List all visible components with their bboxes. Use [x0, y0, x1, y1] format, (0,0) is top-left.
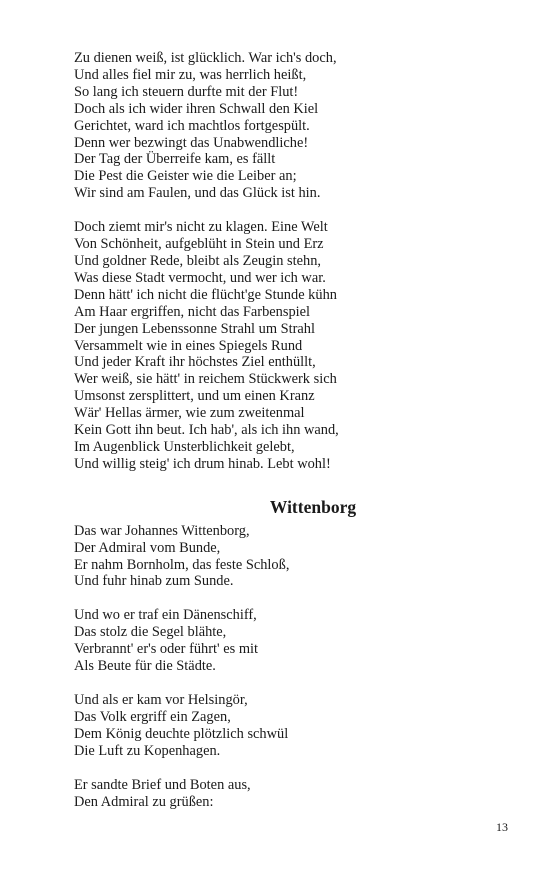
verse-line: Doch ziemt mir's nicht zu klagen. Eine Welt: [74, 219, 328, 236]
verse-line: Denn wer bezwingt das Unabwendliche!: [74, 134, 309, 151]
verse-line: Als Beute für die Städte.: [74, 658, 216, 675]
verse-line: Wir sind am Faulen, und das Glück ist hin.: [74, 185, 321, 202]
verse-line: Und als er kam vor Helsingör,: [74, 692, 248, 708]
verse-line: Kein Gott ihn beut. Ich hab', als ich ihn wand,: [74, 422, 339, 439]
stanza: [74, 219, 514, 473]
stanza: [74, 523, 514, 591]
poem-wittenborg: [74, 523, 514, 811]
verse-line: Der Tag der Überreife kam, es fällt: [74, 151, 276, 168]
verse-line: Und alles fiel mir zu, was herrlich heißt,: [74, 66, 307, 83]
poem-title: Wittenborg: [269, 496, 357, 517]
verse-line: Die Pest die Geister wie die Leiber an;: [74, 168, 297, 185]
stanza: [74, 777, 514, 811]
verse-line: Die Luft zu Kopenhagen.: [74, 742, 221, 759]
page-body: [74, 50, 514, 810]
verse-line: Das Volk ergriff ein Zagen,: [74, 708, 231, 725]
stanza: [74, 692, 514, 760]
verse-line: Der jungen Lebenssonne Strahl um Strahl: [74, 320, 315, 337]
verse-line: Und willig steig' ich drum hinab. Lebt wohl!: [74, 455, 331, 472]
verse-line: Von Schönheit, aufgeblüht in Stein und Erz: [74, 236, 324, 253]
verse-line: Im Augenblick Unsterblichkeit gelebt,: [74, 438, 295, 455]
verse-line: Und jeder Kraft ihr höchstes Ziel enthüllt,: [74, 354, 316, 371]
verse-line: Umsonst zersplittert, und um einen Kranz: [74, 388, 315, 405]
verse-line: Gerichtet, ward ich machtlos fortgespült.: [74, 117, 310, 134]
verse-line: Er sandte Brief und Boten aus,: [74, 776, 251, 793]
verse-line: Zu dienen weiß, ist glücklich. War ich's doch,: [74, 50, 337, 66]
verse-line: So lang ich steuern durfte mit der Flut!: [74, 83, 299, 100]
verse-line: Und wo er traf ein Dänenschiff,: [74, 607, 257, 624]
stanza: [74, 50, 514, 202]
verse-line: Versammelt wie in eines Spiegels Rund: [74, 337, 303, 354]
verse-line: Am Haar ergriffen, nicht das Farbenspiel: [74, 303, 311, 320]
verse-line: Und fuhr hinab zum Sunde.: [74, 573, 234, 590]
verse-line: Den Admiral zu grüßen:: [74, 793, 214, 810]
page-number: 13: [496, 820, 508, 834]
verse-line: Der Admiral vom Bunde,: [74, 539, 221, 556]
verse-line: Verbrannt' er's oder führt' es mit: [74, 641, 259, 658]
verse-line: Und goldner Rede, bleibt als Zeugin stehn,: [74, 252, 321, 269]
verse-line: Was diese Stadt vermocht, und wer ich war.: [74, 269, 326, 286]
verse-line: Das war Johannes Wittenborg,: [74, 522, 250, 539]
verse-line: Das stolz die Segel blähte,: [74, 624, 227, 641]
verse-line: Er nahm Bornholm, das feste Schloß,: [74, 556, 290, 573]
poem-excerpt: [74, 50, 514, 473]
stanza: [74, 607, 514, 675]
verse-line: Wär' Hellas ärmer, wie zum zweitenmal: [74, 405, 305, 422]
verse-line: Dem König deuchte plötzlich schwül: [74, 725, 289, 742]
verse-line: Wer weiß, sie hätt' in reichem Stückwerk sich: [74, 371, 337, 388]
verse-line: Doch als ich wider ihren Schwall den Kiel: [74, 100, 319, 117]
verse-line: Denn hätt' ich nicht die flücht'ge Stunde kühn: [74, 286, 337, 303]
